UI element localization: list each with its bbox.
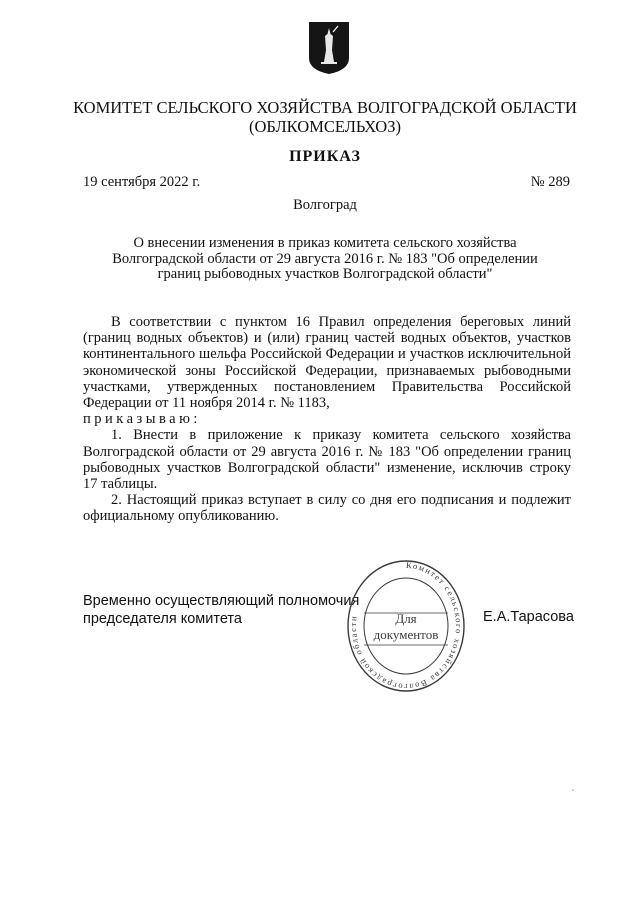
organization-name: КОМИТЕТ СЕЛЬСКОГО ХОЗЯЙСТВА ВОЛГОГРАДСКОЙ ОБЛАСТИ [73, 98, 577, 117]
document-date: 19 сентября 2022 г. [83, 174, 201, 190]
subject-line: Волгоградской области от 29 августа 2016 г. № 183 "Об определении [112, 250, 538, 267]
preamble-text: В соответствии с пунктом 16 Правил определения береговых линий (границ водных объектов) и (или) границ частей водных объектов, участков континентального шельфа Российской Федерации и участков исключительной экономической зоны Российской Федерации, признаваемых рыбоводными участками, утвержденных постановлением Правительства Российской Федерации от 11 ноября 2014 г. № 1183, [83, 314, 571, 412]
stamp-center-line-1: Для [395, 611, 417, 626]
document-body [83, 314, 571, 525]
coat-of-arms-icon [307, 20, 351, 76]
stamp-ring-text: Комитет сельского хозяйства Волгоградской области [347, 559, 464, 693]
body-item-1: 1. Внести в приложение к приказу комитета сельского хозяйства Волгоградской области от 29 августа 2016 г. № 183 "Об определении границ рыбоводных участков Волгоградской области" изменение, исключив строку 17 таблицы. [83, 427, 571, 493]
subject-line: границ рыбоводных участков Волгоградской области" [157, 266, 493, 282]
stamp-center-line-2: документов [373, 627, 439, 642]
document-type-title: ПРИКАЗ [289, 148, 361, 165]
signatory-role-line: Временно осуществляющий полномочия [83, 593, 360, 609]
body-preamble [83, 314, 571, 427]
signatory-role [83, 592, 359, 628]
scan-speck [572, 789, 574, 791]
subject-line: О внесении изменения в приказ комитета сельского хозяйства [133, 235, 517, 251]
document-number: № 289 [530, 174, 570, 190]
document-city: Волгоград [293, 197, 357, 213]
signatory-name: Е.А.Тарасова [483, 609, 574, 625]
order-keyword: приказываю: [83, 411, 201, 428]
signatory-role-line: председателя комитета [83, 611, 242, 627]
document-subject [100, 236, 550, 283]
body-item-2: 2. Настоящий приказ вступает в силу со дня его подписания и подлежит официальному опубликованию. [83, 492, 571, 525]
official-stamp [345, 555, 467, 693]
organization-abbreviation: (ОБЛКОМСЕЛЬХОЗ) [249, 117, 401, 136]
